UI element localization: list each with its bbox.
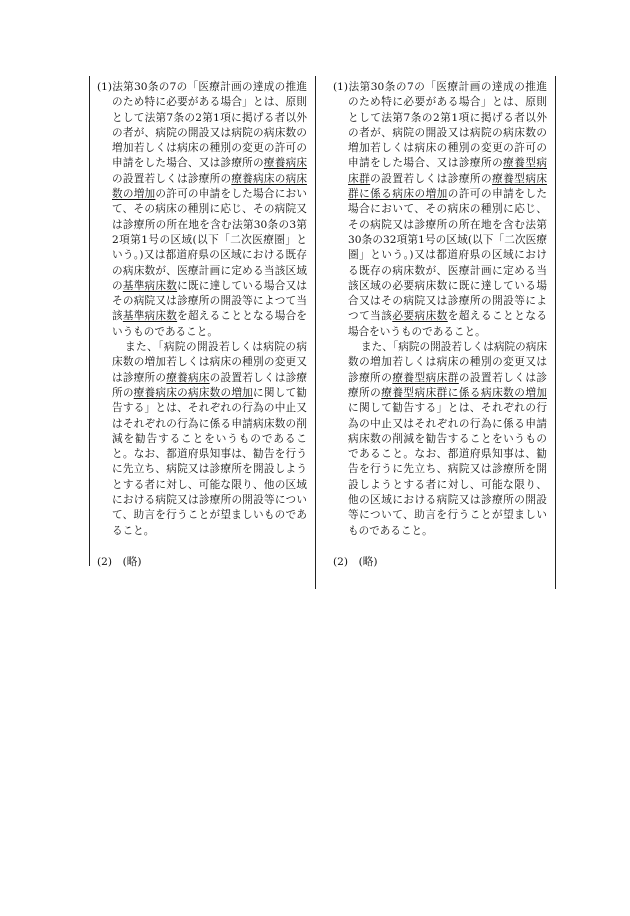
- text-run: に既に達している場合又はその病院又は診療所の開設等によつて当該: [112, 279, 308, 323]
- left-column-rule: [89, 76, 90, 566]
- right-column: [333, 80, 547, 570]
- left-item-1-paragraph-2: [97, 340, 307, 539]
- text-run: に関して勧告する」とは、それぞれの行為の中止又はそれぞれの行為に係る申請病床数の削減を勧告することをいうものであること。なお、都道府県知事は、勧告を行うに先立ち、病院又は診療所を開設しようとする者に対し、可能な限り、他の区域における病院又は診療所の開設等について、助言を行うことが望ましいものであること。: [348, 402, 547, 537]
- underlined-phrase: 療養病床: [166, 371, 210, 384]
- underlined-phrase: 療養病床: [263, 157, 308, 170]
- text-run: を超えることとなる場合をいうものであること。: [112, 310, 308, 338]
- left-column: [97, 80, 307, 570]
- right-item-1: [333, 80, 547, 340]
- center-column-rule: [315, 76, 316, 589]
- text-run: 法第30条の7の「医療計画の達成の推進のため特に必要がある場合」とは、原則として法第7条の2第1項に掲げる者以外の者が、病院の開設又は病院の病床数の増加若しくは病床の種別の変更の許可の申請をした場合、又は診療所の: [112, 81, 307, 170]
- right-item-2: (2) (略): [333, 555, 378, 568]
- text-run: の設置若しくは診療所の: [370, 172, 493, 185]
- text-run: の設置若しくは診療所の: [112, 371, 308, 399]
- left-item-1: [97, 80, 307, 340]
- underlined-phrase: 必要病床数: [392, 310, 448, 323]
- underlined-phrase: 療養病床の病床数の増加: [112, 172, 308, 201]
- underlined-phrase: 療養型病床群: [348, 157, 548, 185]
- left-item-2: (2) (略): [97, 555, 142, 568]
- underlined-phrase: 療養病床の病床数の増加: [133, 386, 254, 399]
- right-item-1-number: (1): [333, 81, 349, 93]
- text-run: また、「病院の開設若しくは病院の病床数の増加若しくは病床の種別の変更又は診療所の: [112, 341, 307, 384]
- right-item-1-paragraph-2: [333, 340, 547, 539]
- text-run: の設置若しくは診療所の: [112, 172, 232, 185]
- left-item-1-text: [112, 81, 307, 338]
- text-run: の許可の申請をした場合において、その病床の種別に応じ、その病院又は診療所の所在地を含む法第30条の3第2項第1号の区域(以下「二次医療圏」という。)又は都道府県の区域における既存の病床数が、医療計画に定める当該区域の: [112, 188, 307, 292]
- text-run: の設置若しくは診療所の: [348, 371, 548, 399]
- underlined-phrase: 療養型病床群に係る病床の増加: [348, 172, 548, 201]
- right-item-1-text: [348, 81, 547, 338]
- left-item-1-number: (1): [97, 81, 113, 93]
- text-run: の許可の申請をした場合において、その病床の種別に応じ、その病院又は診療所の所在地を含む法第30条の32項第1号の区域(以下「二次医療圏」という。)又は都道府県の区域における既存の病床数が、医療計画に定める当該区域の必要病床数に既に達している場合又はその病院又は診療所の開設等によつて当該: [348, 188, 548, 323]
- text-run: また、「病院の開設若しくは病院の病床数の増加若しくは病床の種別の変更又は診療所の: [348, 341, 547, 384]
- text-run: に関して勧告する」とは、それぞれの行為の中止又はそれぞれの行為に係る申請病床数の削減を勧告することをいうものであること。なお、都道府県知事は、勧告を行うに先立ち、病院又は診療所を開設しようとする者に対し、可能な限り、他の区域における病院又は診療所の開設等について、助言を行うことが望ましいものであること。: [112, 386, 308, 537]
- text-run: を超えることとなる場合をいうものであること。: [348, 310, 548, 338]
- underlined-phrase: 療養型病床群: [392, 371, 459, 384]
- underlined-phrase: 基準病床数: [122, 279, 178, 292]
- underlined-phrase: 療養型病床群に係る病床数の増加: [381, 386, 548, 399]
- text-run: 法第30条の7の「医療計画の達成の推進のため特に必要がある場合」とは、原則として法第7条の2第1項に掲げる者以外の者が、病院の開設又は病院の病床数の増加若しくは病床の種別の変更の許可の申請をした場合、又は診療所の: [348, 81, 547, 170]
- underlined-phrase: 基準病床数: [122, 310, 178, 323]
- right-column-rule: [555, 76, 556, 589]
